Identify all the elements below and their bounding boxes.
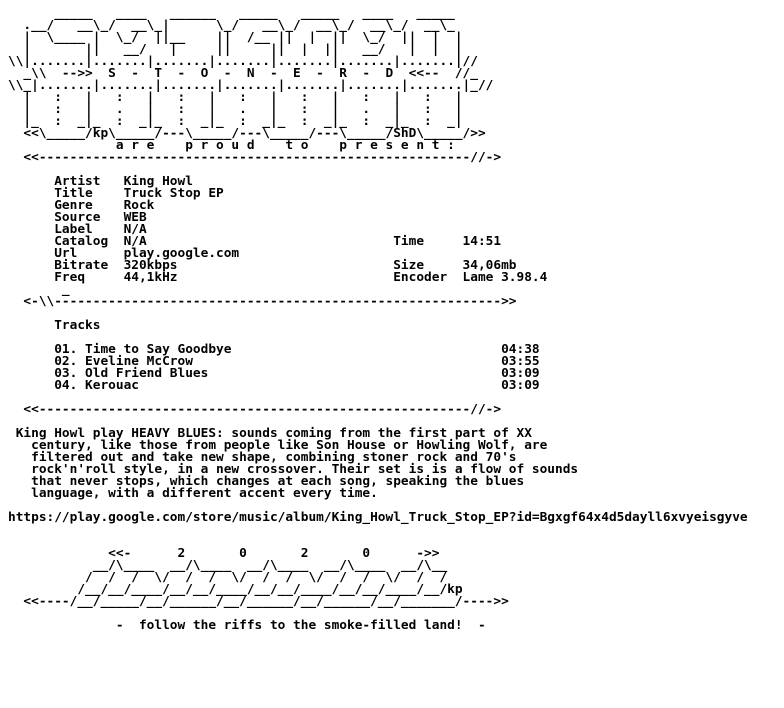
ascii-footer-art-line: / / / \/ / / \/ / / \/ / / \/ / / xyxy=(8,570,448,585)
ascii-logo-line: _____ ____ ______ _____ _____ ____ _____ xyxy=(8,6,455,21)
blank-line xyxy=(8,524,748,536)
blank-line xyxy=(8,308,748,320)
ascii-logo-line: <<\_____/kp\_____/---\_____/---\_____/---\_____/ShD\_____/>> xyxy=(8,126,486,141)
divider-mark: _ xyxy=(8,282,70,297)
info-url: Url play.google.com xyxy=(8,246,240,261)
ascii-logo-line: | || __/ | || || | || __/ | | | xyxy=(8,42,463,57)
ascii-logo-line: | : | : | : | : | : | : | : | xyxy=(8,90,463,105)
info-label: Label N/A xyxy=(8,222,147,237)
info-genre: Genre Rock xyxy=(8,198,155,213)
track-row: 04. Kerouac 03:09 xyxy=(8,378,540,393)
ascii-footer-art-line: /__/__/____/__/__/____/__/__/____/__/__/____/__/kp xyxy=(8,582,463,597)
info-bitrate-size: Bitrate 320kbps Size 34,06mb xyxy=(8,258,517,273)
info-title: Title Truck Stop EP xyxy=(8,186,224,201)
description-line: rock'n'roll style, in a new crossover. Their set is is a flow of sounds xyxy=(8,462,579,477)
ascii-footer-art-line: __/\____ __/\____ __/\____ __/\____ __/\__ xyxy=(8,558,448,573)
ascii-logo-line: .__/ __\_/ __\_| \_/ __\_/ __\_/ __\_/ __\_ xyxy=(8,18,455,33)
description-line: filtered out and take new shape, combining stoner rock and 70's xyxy=(8,450,517,465)
ascii-logo-line: | \____ | \_/ ||__ || /__ || | || \_/ || | | xyxy=(8,30,463,45)
ascii-logo-line: \\_|.......|.......|.......|.......|.......|.......|.......|_// xyxy=(8,78,494,93)
track-row: 02. Eveline McCrow 03:55 xyxy=(8,354,540,369)
divider: <<--------------------------------------------------------//-> xyxy=(8,150,502,165)
ascii-logo-line: | : | . | : | . | : | . | : | xyxy=(8,102,463,117)
track-row: 03. Old Friend Blues 03:09 xyxy=(8,366,540,381)
tracks-heading: Tracks xyxy=(8,318,101,333)
nfo-document xyxy=(8,8,748,632)
description-line: that never stops, which changes at each song, speaking the blues xyxy=(8,474,525,489)
ascii-logo-line: |_ : _|_ : _|_ : _|_ : _|_ : _|_ : _|_ : _| xyxy=(8,114,463,129)
description-line: King Howl play HEAVY BLUES: sounds coming from the first part of XX xyxy=(8,426,532,441)
group-name-banner: _\\ -->> S - T - O - N - E - R - D <<-- //_ xyxy=(8,66,478,81)
ascii-logo-line: \\|.......|.......|.......|.......|.......|.......|.......|// xyxy=(8,54,478,69)
year-banner: <<- 2 0 2 0 ->> xyxy=(8,546,440,561)
presents-heading: a r e p r o u d t o p r e s e n t : xyxy=(8,138,455,153)
description-line: century, like those from people like Son House or Howling Wolf, are xyxy=(8,438,548,453)
track-row: 01. Time to Say Goodbye 04:38 xyxy=(8,342,540,357)
divider: <<--------------------------------------------------------//-> xyxy=(8,402,502,417)
info-artist: Artist King Howl xyxy=(8,174,193,189)
description-line: language, with a different accent every time. xyxy=(8,486,378,501)
album-url: https://play.google.com/store/music/album/King_Howl_Truck_Stop_EP?id=Bgxgf64x4d5dayll6xvyeisgyve xyxy=(8,510,748,525)
ascii-footer-art-line: <<----/__/_____/__/______/__/______/__/______/__/_______/---->> xyxy=(8,594,509,609)
footer-tagline: - follow the riffs to the smoke-filled land! - xyxy=(8,618,486,633)
info-catalog-time: Catalog N/A Time 14:51 xyxy=(8,234,502,249)
info-source: Source WEB xyxy=(8,210,147,225)
divider: <-\\---------------------------------------------------------->> xyxy=(8,294,517,309)
info-freq-encoder: Freq 44,1kHz Encoder Lame 3.98.4 xyxy=(8,270,548,285)
